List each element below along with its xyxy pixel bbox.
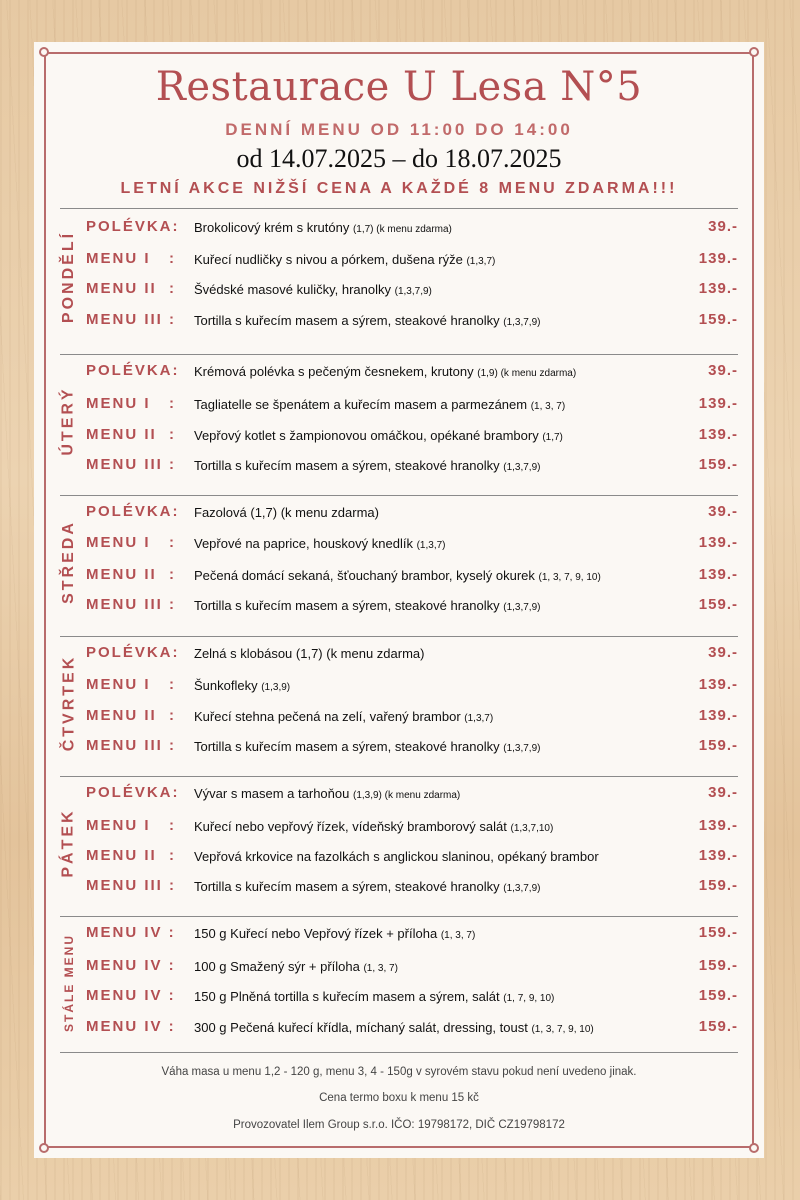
menu-label: MENU I : [86, 250, 176, 267]
dish-name: Tortilla s kuřecím masem a sýrem, steakové hranolky [194, 458, 500, 473]
dish-allergens: (1,7) (k menu zdarma) [352, 224, 452, 235]
day-section [60, 499, 738, 625]
dish-price: 159.- [698, 737, 738, 754]
section-divider [60, 916, 738, 917]
dish-description [194, 646, 424, 661]
dish-description [194, 313, 540, 328]
dish-price: 39.- [708, 503, 738, 520]
dish-name: Krémová polévka s pečeným česnekem, krutony [194, 364, 474, 379]
menu-row [60, 1014, 738, 1044]
menu-row [60, 307, 738, 337]
restaurant-title: Restaurace U Lesa N°5 [155, 64, 643, 110]
dish-allergens: (1,3,7,9) [503, 602, 541, 613]
dish-name: Tortilla s kuřecím masem a sýrem, steakové hranolky [194, 598, 500, 613]
corner-ornament [39, 1143, 49, 1153]
section-divider [60, 495, 738, 496]
dish-allergens: (1,3,7,9) [503, 462, 541, 473]
dish-name: 150 g Plněná tortilla s kuřecím masem a sýrem, salát [194, 989, 500, 1004]
corner-ornament [39, 47, 49, 57]
dish-name: Tortilla s kuřecím masem a sýrem, steakové hranolky [194, 739, 500, 754]
menu-row [60, 562, 738, 592]
dish-allergens: (1, 7, 9, 10) [503, 993, 555, 1004]
menu-label: MENU III : [86, 456, 176, 473]
day-name: PONDĚLÍ [60, 230, 77, 324]
dish-price: 159.- [698, 1018, 738, 1035]
dish-allergens: (1,3,7) [464, 713, 494, 724]
dish-name: Šunkofleky [194, 678, 258, 693]
dish-description [194, 879, 540, 894]
dish-description [194, 849, 599, 864]
day-section [60, 358, 738, 484]
menu-row [60, 530, 738, 560]
dish-price: 139.- [698, 426, 738, 443]
dish-name: Tortilla s kuřecím masem a sýrem, steakové hranolky [194, 879, 500, 894]
dish-allergens: (1, 3, 7, 9, 10) [538, 572, 601, 583]
dish-price: 139.- [698, 847, 738, 864]
menu-row [60, 452, 738, 482]
dish-description [194, 364, 576, 379]
menu-label: MENU III : [86, 737, 176, 754]
dish-price: 159.- [698, 311, 738, 328]
dish-description [194, 505, 379, 520]
dish-allergens: (1,3,7,9) [394, 286, 432, 297]
menu-row [60, 843, 738, 873]
dish-description [194, 252, 495, 267]
date-range: od 14.07.2025 – do 18.07.2025 [236, 144, 562, 173]
menu-row [60, 422, 738, 452]
day-name: STŘEDA [60, 520, 77, 604]
dish-allergens: (1, 3, 7) [363, 963, 398, 974]
dish-allergens: (1,3,7,9) [503, 743, 541, 754]
dish-allergens: (1,9) (k menu zdarma) [477, 368, 577, 379]
dish-name: Kuřecí stehna pečená na zelí, vařený brambor [194, 709, 461, 724]
day-section [60, 780, 738, 906]
dish-name: 150 g Kuřecí nebo Vepřový řízek + příloha [194, 926, 438, 941]
dish-price: 159.- [698, 456, 738, 473]
menu-row [60, 813, 738, 843]
dish-allergens: (1,3,9) [261, 682, 291, 693]
menu-label: POLÉVKA: [86, 503, 180, 520]
menu-row [60, 953, 738, 983]
dish-allergens: (1,3,7) [466, 256, 496, 267]
dish-allergens: (1,3,7,9) [503, 883, 541, 894]
footer-weight-note: Váha masa u menu 1,2 - 120 g, menu 3, 4 - 150g v syrovém stavu pokud není uvedeno jinak. [161, 1066, 637, 1078]
dish-price: 139.- [698, 250, 738, 267]
menu-label: MENU IV : [86, 957, 176, 974]
menu-row [60, 640, 738, 670]
dish-name: 300 g Pečená kuřecí křídla, míchaný salát, dressing, toust [194, 1020, 528, 1035]
dish-description [194, 959, 398, 974]
menu-card [34, 42, 764, 1158]
menu-row [60, 276, 738, 306]
day-section [60, 214, 738, 340]
dish-allergens: (1,7) [542, 432, 563, 443]
menu-label: MENU III : [86, 877, 176, 894]
dish-description [194, 709, 493, 724]
dish-name: Tagliatelle se špenátem a kuřecím masem a parmezánem [194, 397, 528, 412]
dish-description [194, 598, 540, 613]
dish-name: Tortilla s kuřecím masem a sýrem, steakové hranolky [194, 313, 500, 328]
menu-row [60, 703, 738, 733]
menu-row [60, 983, 738, 1013]
section-divider [60, 776, 738, 777]
dish-description [194, 926, 475, 941]
day-section [60, 920, 738, 1046]
menu-hours: DENNÍ MENU OD 11:00 DO 14:00 [225, 120, 573, 139]
dish-price: 159.- [698, 924, 738, 941]
dish-description [194, 536, 446, 551]
menu-row [60, 592, 738, 622]
section-divider [60, 636, 738, 637]
footer-box-price: Cena termo boxu k menu 15 kč [319, 1092, 479, 1104]
menu-row [60, 780, 738, 810]
day-name: PÁTEK [60, 808, 78, 878]
dish-price: 139.- [698, 817, 738, 834]
dish-name: Brokolicový krém s krutóny [194, 220, 350, 235]
menu-label: MENU IV : [86, 987, 176, 1004]
menu-label: MENU I : [86, 534, 176, 551]
dish-name: Vepřový kotlet s žampionovou omáčkou, opékané brambory [194, 428, 539, 443]
menu-row [60, 246, 738, 276]
dish-price: 139.- [698, 395, 738, 412]
menu-row [60, 733, 738, 763]
dish-name: Vepřová krkovice na fazolkách s anglickou slaninou, opékaný brambor [194, 849, 599, 864]
menu-label: MENU IV : [86, 924, 176, 941]
dish-description [194, 739, 540, 754]
dish-price: 139.- [698, 534, 738, 551]
dish-price: 39.- [708, 644, 738, 661]
day-name: STÁLE MENU [62, 934, 76, 1032]
dish-price: 139.- [698, 676, 738, 693]
dish-price: 139.- [698, 280, 738, 297]
dish-allergens: (1, 3, 7) [440, 930, 476, 941]
dish-description [194, 989, 554, 1004]
menu-row [60, 499, 738, 529]
menu-label: MENU I : [86, 817, 176, 834]
menu-row [60, 920, 738, 950]
dish-name: Kuřecí nebo vepřový řízek, vídeňský bramborový salát [194, 819, 507, 834]
menu-label: MENU II : [86, 566, 176, 583]
dish-description [194, 819, 553, 834]
dish-price: 159.- [698, 877, 738, 894]
dish-allergens: (1,3,9) (k menu zdarma) [352, 790, 461, 801]
menu-label: MENU III : [86, 311, 176, 328]
day-name: ÚTERÝ [60, 386, 78, 456]
menu-label: POLÉVKA: [86, 218, 180, 235]
menu-label: MENU I : [86, 395, 176, 412]
footer-operator: Provozovatel Ilem Group s.r.o. IČO: 19798172, DIČ CZ19798172 [233, 1119, 565, 1131]
section-divider [60, 208, 738, 209]
dish-price: 39.- [708, 218, 738, 235]
dish-name: 100 g Smažený sýr + příloha [194, 959, 360, 974]
day-name: ČTVRTEK [60, 654, 77, 752]
section-divider [60, 354, 738, 355]
dish-price: 139.- [698, 707, 738, 724]
dish-description [194, 397, 565, 412]
dish-allergens: (1,3,7,9) [503, 317, 541, 328]
menu-label: MENU II : [86, 280, 176, 297]
dish-price: 159.- [698, 957, 738, 974]
menu-label: MENU III : [86, 596, 176, 613]
menu-row [60, 214, 738, 244]
menu-row [60, 873, 738, 903]
dish-name: Zelná s klobásou (1,7) (k menu zdarma) [194, 646, 425, 661]
dish-allergens: (1,3,7) [416, 540, 446, 551]
dish-price: 159.- [698, 987, 738, 1004]
dish-description [194, 458, 540, 473]
dish-price: 139.- [698, 566, 738, 583]
dish-description [194, 282, 432, 297]
dish-description [194, 1020, 594, 1035]
dish-allergens: (1, 3, 7) [530, 401, 566, 412]
menu-label: POLÉVKA: [86, 784, 180, 801]
section-divider [60, 1052, 738, 1053]
dish-name: Švédské masové kuličky, hranolky [194, 282, 392, 297]
dish-name: Vepřové na paprice, houskový knedlík [194, 536, 413, 551]
menu-label: MENU IV : [86, 1018, 176, 1035]
dish-price: 39.- [708, 362, 738, 379]
menu-label: POLÉVKA: [86, 644, 180, 661]
menu-row [60, 672, 738, 702]
dish-price: 39.- [708, 784, 738, 801]
menu-label: MENU I : [86, 676, 176, 693]
dish-description [194, 220, 452, 235]
menu-label: MENU II : [86, 847, 176, 864]
dish-description [194, 678, 290, 693]
menu-row [60, 391, 738, 421]
dish-description [194, 568, 601, 583]
dish-allergens: (1,3,7,10) [510, 823, 554, 834]
corner-ornament [749, 47, 759, 57]
menu-label: POLÉVKA: [86, 362, 180, 379]
dish-price: 159.- [698, 596, 738, 613]
dish-name: Pečená domácí sekaná, šťouchaný brambor, kyselý okurek [194, 568, 535, 583]
day-section [60, 640, 738, 766]
dish-description [194, 786, 460, 801]
dish-name: Fazolová (1,7) (k menu zdarma) [194, 505, 379, 520]
menu-row [60, 358, 738, 388]
promo-banner: LETNÍ AKCE NIŽŠÍ CENA A KAŽDÉ 8 MENU ZDARMA!!! [120, 180, 678, 197]
menu-label: MENU II : [86, 707, 176, 724]
dish-description [194, 428, 563, 443]
dish-name: Kuřecí nudličky s nivou a pórkem, dušena rýže [194, 252, 463, 267]
corner-ornament [749, 1143, 759, 1153]
dish-name: Vývar s masem a tarhoňou [194, 786, 350, 801]
menu-label: MENU II : [86, 426, 176, 443]
dish-allergens: (1, 3, 7, 9, 10) [531, 1024, 594, 1035]
